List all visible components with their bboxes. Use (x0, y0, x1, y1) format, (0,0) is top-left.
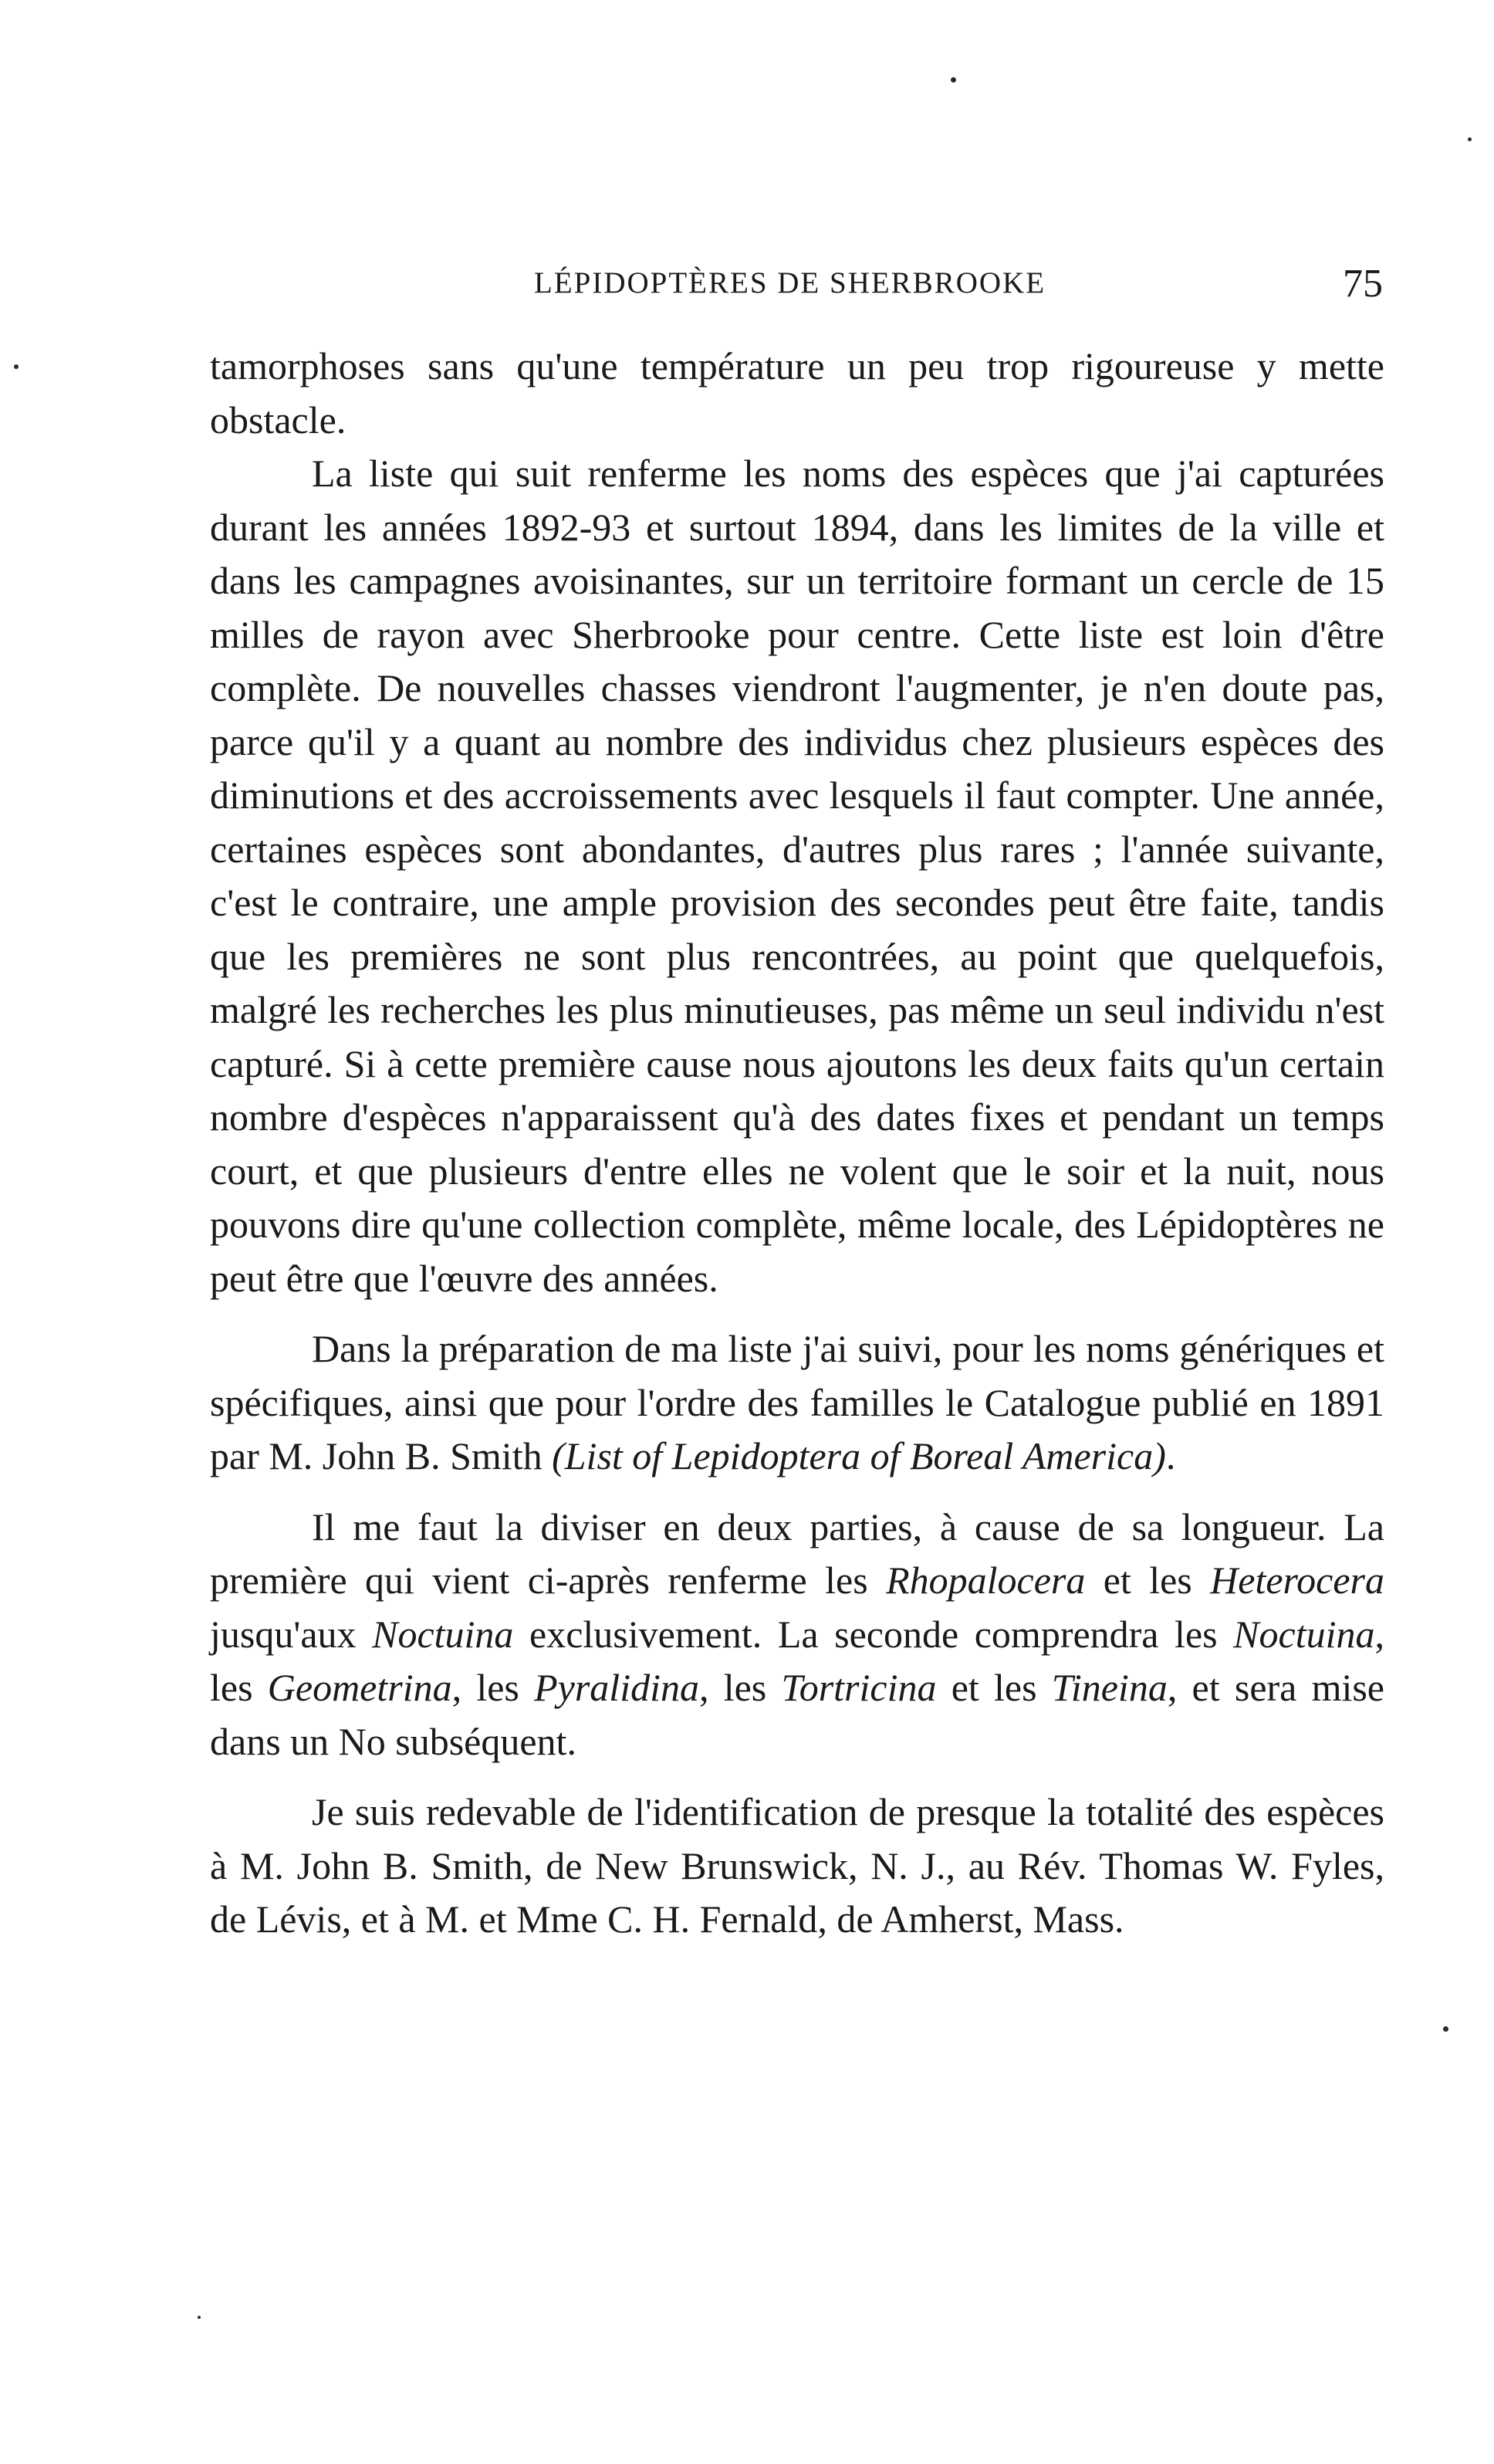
taxon-name: Rhopalocera (886, 1559, 1086, 1602)
print-speck (198, 2316, 201, 2319)
running-head (210, 262, 1383, 312)
taxon-name: Noctuina (372, 1612, 514, 1656)
print-speck (951, 77, 956, 83)
paragraph-catalogue-note: Dans la préparation de ma liste j'ai suivi, pour les noms génériques et spécifiques, ainsi que pour l'ordre des familles le Catalogue publié en 1891 par M. John B. Smith (List of Lepidoptera of Boreal America). (210, 1327, 1384, 1477)
taxon-name: Tortricina (781, 1666, 937, 1709)
taxon-name: Geometrina (267, 1666, 452, 1709)
taxon-name: Heterocera (1210, 1559, 1384, 1602)
body-text (210, 340, 1384, 1947)
paragraph-species-list-intro: La liste qui suit renferme les noms des espèces que j'ai capturées durant les années 1892-93 et surtout 1894, dans les limites de la ville et dans les campagnes avoisinantes, sur un territoire formant un cercle de 15 milles de rayon avec Sherbrooke pour centre. Cette liste est loin d'être complète. De nouvelles chasses viendront l'augmenter, je n'en doute pas, parce qu'il y a quant au nombre des individus chez plusieurs espèces des diminutions et des accroissements avec lesquels il faut compter. Une année, certaines espèces sont abondantes, d'autres plus rares ; l'année suivante, c'est le contraire, une ample provision des secondes peut être faite, tandis que les premières ne sont plus rencontrées, au point que quelquefois, malgré les recherches les plus minutieuses, pas même un seul individu n'est capturé. Si à cette première cause nous ajoutons les deux faits qu'un certain nombre d'espèces n'apparaissent qu'à des dates fixes et pendant un temps court, et que plusieurs d'entre elles ne volent que le soir et la nuit, nous pouvons dire qu'une collection complète, même locale, des Lépidoptères ne peut être que l'œuvre des années. (210, 452, 1384, 1300)
taxon-name: Noctuina (1233, 1612, 1375, 1656)
print-speck (14, 364, 19, 369)
print-speck (1468, 137, 1472, 141)
paragraph-acknowledgements: Je suis redevable de l'identification de presque la totalité des espèces à M. John B. Smith, de New Brunswick, N. J., au Rév. Thomas W. Fyles, de Lévis, et à M. et Mme C. H. Fernald, de Amherst, Mass. (210, 1790, 1384, 1941)
paragraph-list-division: Il me faut la diviser en deux parties, à cause de sa longueur. La première qui vient ci-après renferme les Rhopalocera et les Heterocera jusqu'aux Noctuina exclusivement. La seconde comprendra les Noctuina, les Geometrina, les Pyralidina, les Tortricina et les Tineina, et sera mise dans un No subséquent. (210, 1504, 1385, 1763)
running-title: LÉPIDOPTÈRES DE SHERBROOKE (534, 266, 1046, 300)
page-number: 75 (1343, 262, 1383, 306)
paragraph-continuation: tamorphoses sans qu'une température un peu trop rigoureuse y mette obstacle. (210, 344, 1384, 442)
print-speck (1443, 2026, 1448, 2032)
taxon-name: Tineina (1051, 1666, 1168, 1709)
taxon-name: Pyralidina (534, 1666, 699, 1709)
catalogue-title: (List of Lepidoptera of Boreal America) (552, 1434, 1166, 1477)
